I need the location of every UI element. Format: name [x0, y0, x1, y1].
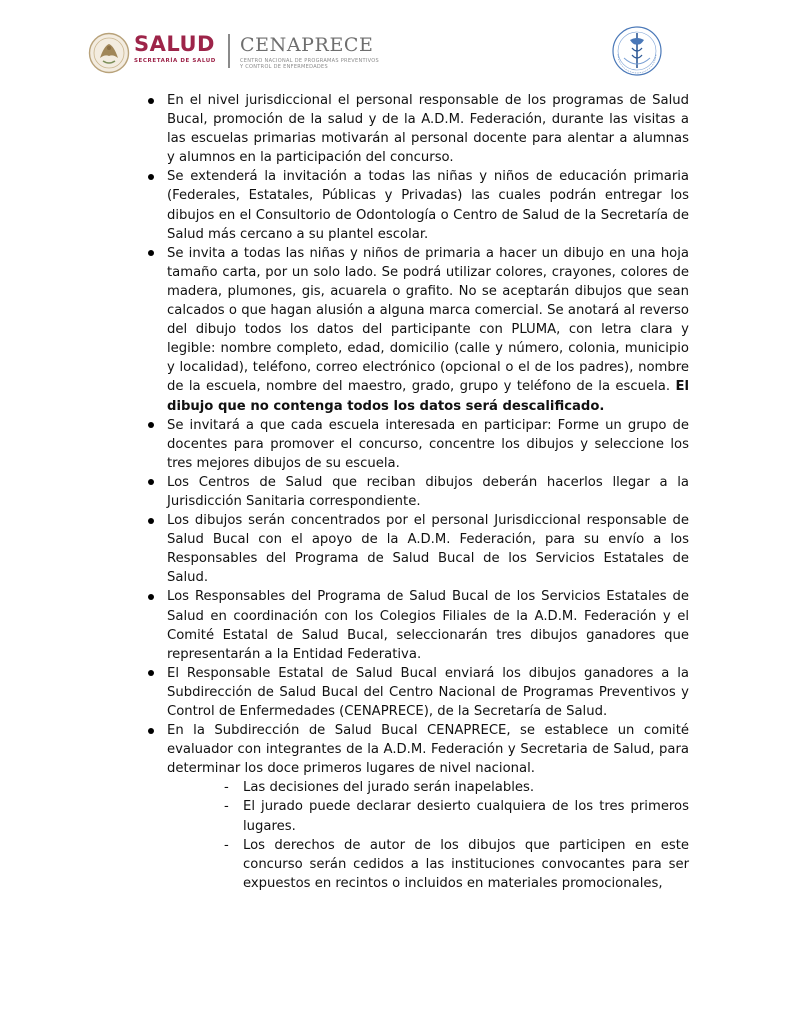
- dash-item: [224, 836, 689, 893]
- dash-text: El jurado puede declarar desierto cualquiera de los tres primeros lugares.: [243, 799, 689, 834]
- bullet-point-icon: [148, 479, 154, 485]
- dash-text: Las decisiones del jurado serán inapelables.: [243, 780, 535, 796]
- bullet-item: [148, 511, 689, 587]
- bullet-item: [148, 587, 689, 663]
- disqualification-warning: El dibujo que no contenga todos los datos será descalificado.: [167, 379, 689, 414]
- dash-item: [224, 797, 689, 835]
- bullet-item: [148, 721, 689, 893]
- dash-marker: -: [224, 837, 229, 853]
- bullet-text: Se extenderá la invitación a todas las niñas y niños de educación primaria (Federales, Estatales, Públicas y Privadas) las cuales podrán entregar los dibujos en el Consultorio de Odontología o Centro de Salud de la Secretaría de Salud más cercano a su plantel escolar.: [167, 169, 689, 242]
- bullet-item: [148, 167, 689, 243]
- bullet-list: [148, 91, 689, 893]
- dash-marker: -: [224, 799, 229, 815]
- dash-text: Los derechos de autor de los dibujos que participen en este concurso serán cedidos a las instituciones convocantes para ser expuestos en recintos o incluidos en materiales promocionales,: [243, 837, 689, 891]
- bullet-text: El Responsable Estatal de Salud Bucal enviará los dibujos ganadores a la Subdirección de Salud Bucal del Centro Nacional de Programas Preventivos y Control de Enfermedades (CENAPRECE), de la Secretaría de Salud.: [167, 665, 689, 719]
- document-body: [148, 91, 689, 893]
- bullet-item: [148, 664, 689, 721]
- salud-logo: [134, 32, 216, 64]
- bullet-point-icon: [148, 422, 154, 428]
- dental-association-emblem-icon: [610, 24, 664, 78]
- cenaprece-subtitle-line-1: CENTRO NACIONAL DE PROGRAMAS PREVENTIVOS: [240, 58, 379, 64]
- page-header: [88, 28, 708, 82]
- bullet-point-icon: [148, 250, 154, 256]
- bullet-text: En el nivel jurisdiccional el personal responsable de los programas de Salud Bucal, promoción de la salud y de la A.D.M. Federación, durante las visitas a las escuelas primarias motivarán al personal docente para alentar a alumnas y alumnos en la participación del concurso.: [167, 93, 689, 166]
- bullet-point-icon: [148, 594, 154, 600]
- bullet-text: Los Responsables del Programa de Salud Bucal de los Servicios Estatales de Salud en coordinación con los Colegios Filiales de la A.D.M. Federación y el Comité Estatal de Salud Bucal, seleccionarán tres dibujos ganadores que representarán a la Entidad Federativa.: [167, 589, 689, 662]
- dash-list: [224, 778, 689, 893]
- cenaprece-wordmark: CENAPRECE: [240, 34, 374, 56]
- cenaprece-logo: [240, 34, 379, 70]
- logo-divider: [228, 34, 230, 68]
- bullet-text: Se invitará a que cada escuela interesada en participar: Forme un grupo de docentes para promover el concurso, concentre los dibujos y seleccione los tres mejores dibujos de su escuela.: [167, 417, 689, 471]
- bullet-item: [148, 416, 689, 473]
- bullet-text: En la Subdirección de Salud Bucal CENAPRECE, se establece un comité evaluador con integrantes de la A.D.M. Federación y Secretaria de Salud, para determinar los doce primeros lugares de nivel nacional.: [167, 723, 689, 777]
- bullet-item: [148, 91, 689, 167]
- bullet-text: Se invita a todas las niñas y niños de primaria a hacer un dibujo en una hoja tamaño carta, por un solo lado. Se podrá utilizar colores, crayones, colores de madera, plumones, gis, acuarela o grafito. No se aceptarán dibujos que sean calcados o que hagan alusión a alguna marca comercial. Se anotará al reverso del dibujo todos los datos del participante con PLUMA, con letra clara y legible: nombre completo, edad, domicilio (calle y número, colonia, municipio y localidad), teléfono, correo electrónico (opcional o el de los padres), nombre de la escuela, nombre del maestro, grado, grupo y teléfono de la escuela.: [167, 245, 689, 395]
- bullet-text: Los dibujos serán concentrados por el personal Jurisdiccional responsable de Salud Bucal con el apoyo de la A.D.M. Federación, para su envío a los Responsables del Programa de Salud Bucal de los Servicios Estatales de Salud.: [167, 513, 689, 586]
- bullet-point-icon: [148, 174, 154, 180]
- dash-item: [224, 778, 689, 797]
- bullet-item: [148, 473, 689, 511]
- cenaprece-subtitle: [240, 58, 379, 70]
- bullet-point-icon: [148, 98, 154, 104]
- salud-wordmark: SALUD: [134, 32, 215, 56]
- bullet-point-icon: [148, 670, 154, 676]
- dash-marker: -: [224, 780, 229, 796]
- salud-subtitle: SECRETARÍA DE SALUD: [134, 58, 216, 64]
- mexican-eagle-seal-icon: [88, 32, 130, 74]
- cenaprece-subtitle-line-2: Y CONTROL DE ENFERMEDADES: [240, 64, 328, 71]
- bullet-point-icon: [148, 728, 154, 734]
- bullet-point-icon: [148, 518, 154, 524]
- bullet-item: [148, 244, 689, 416]
- bullet-text: Los Centros de Salud que reciban dibujos deberán hacerlos llegar a la Jurisdicción Sanitaria correspondiente.: [167, 474, 689, 509]
